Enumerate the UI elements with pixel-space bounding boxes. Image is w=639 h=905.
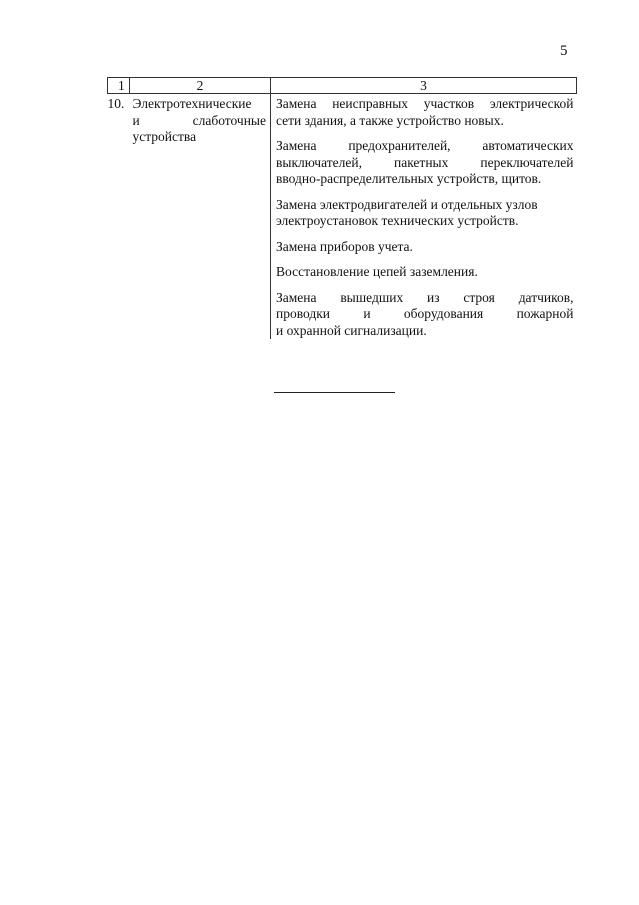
work-line <box>276 306 574 323</box>
work-line <box>276 155 574 172</box>
works-list <box>271 94 577 339</box>
works-cell <box>271 94 577 340</box>
work-line <box>276 264 574 281</box>
work-line <box>276 138 574 155</box>
work-word: Восстановление цепей заземления. <box>276 264 478 279</box>
page-number: 5 <box>560 43 568 59</box>
work-word: вышедших <box>340 289 404 305</box>
work-word: из <box>427 289 440 305</box>
column-header-1: 1 <box>108 78 130 94</box>
work-line <box>276 290 574 307</box>
category-cell <box>130 94 271 340</box>
table-header-row <box>108 78 577 94</box>
work-word: и охранной сигнализации. <box>276 322 427 338</box>
work-item <box>276 195 574 230</box>
work-word: Замена <box>276 96 317 111</box>
row-number-cell <box>108 94 130 340</box>
work-word: переключателей <box>480 154 574 170</box>
work-line <box>276 323 574 340</box>
column-header-2: 2 <box>130 78 271 94</box>
work-word: и <box>363 306 371 321</box>
work-word: Замена <box>276 289 317 305</box>
work-line <box>276 197 574 214</box>
category-word: и <box>132 112 140 128</box>
work-word: электрической <box>489 96 574 111</box>
work-word: сети здания, а также устройство новых. <box>276 112 504 128</box>
table-row <box>108 94 577 340</box>
work-word: оборудования <box>403 306 484 321</box>
signature-divider-line <box>274 392 395 393</box>
work-word: неисправных <box>332 96 409 111</box>
work-word: датчиков, <box>518 289 574 305</box>
work-word: участков <box>423 96 475 111</box>
work-item <box>276 262 574 281</box>
work-line <box>276 239 574 256</box>
work-word: электроустановок технических устройств. <box>276 213 519 228</box>
work-line <box>276 171 574 188</box>
work-word: выключателей, <box>276 154 362 170</box>
category-line <box>133 113 267 130</box>
work-line <box>276 96 574 113</box>
work-word: Замена электродвигателей и отдельных узлов <box>276 196 538 212</box>
category-line: устройства <box>132 129 197 144</box>
work-word: проводки <box>276 306 331 321</box>
work-item <box>276 94 574 129</box>
works-table <box>107 77 577 339</box>
work-word: Замена <box>276 138 317 153</box>
work-word: автоматических <box>482 138 574 153</box>
work-word: предохранителей, <box>348 138 451 153</box>
category-line: Электротехнические <box>132 96 252 111</box>
category-word: слаботочные <box>192 112 266 128</box>
work-line <box>276 113 574 130</box>
work-item <box>276 237 574 256</box>
row-number: 10. <box>107 96 125 111</box>
work-word: строя <box>463 289 495 305</box>
work-word: вводно-распределительных устройств, щитов. <box>276 171 542 186</box>
work-item <box>276 136 574 188</box>
work-word: Замена приборов учета. <box>276 238 413 254</box>
category-text <box>130 94 271 146</box>
work-word: пакетных <box>393 154 449 170</box>
work-word: пожарной <box>516 306 574 321</box>
work-item <box>276 288 574 340</box>
work-line <box>276 213 574 230</box>
column-header-3: 3 <box>271 78 577 94</box>
